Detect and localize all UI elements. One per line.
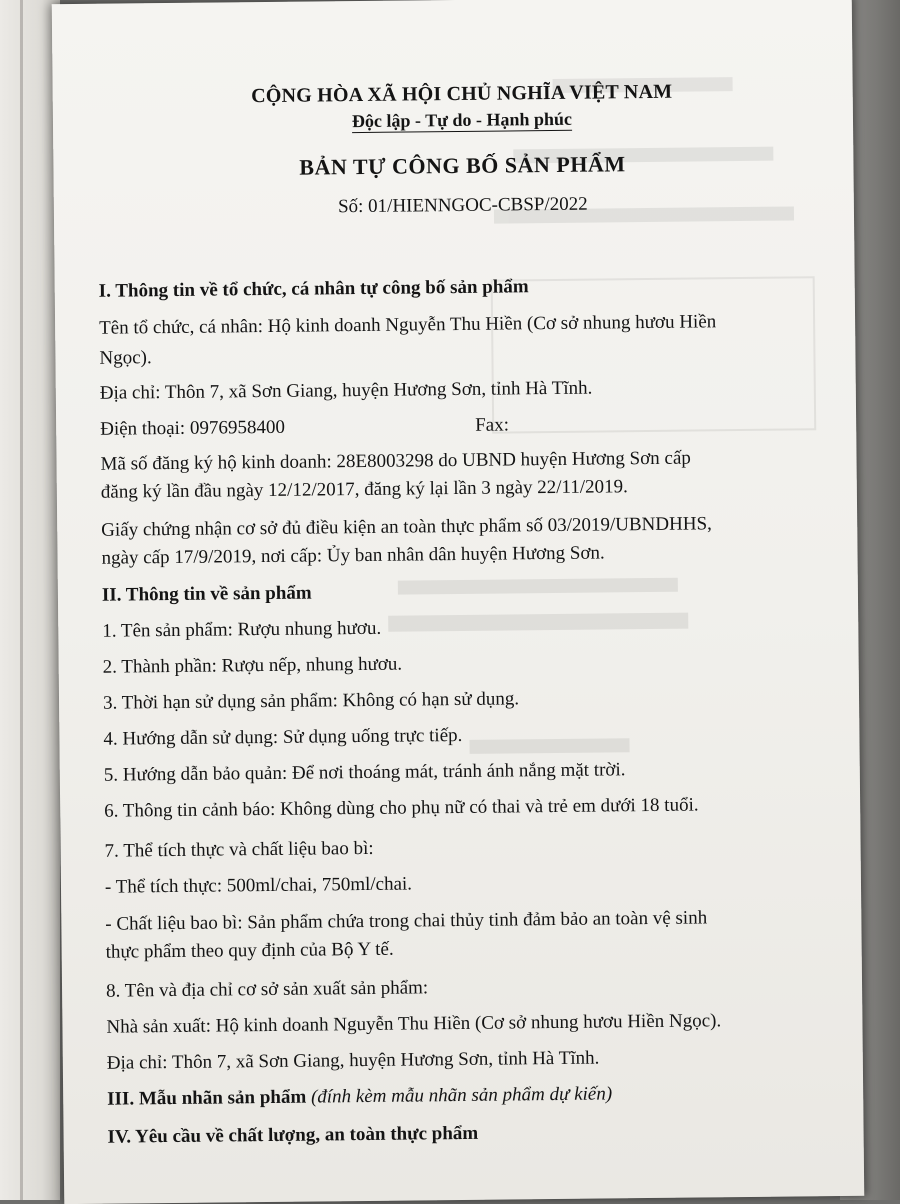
registration-line-2: đăng ký lần đầu ngày 12/12/2017, đăng ký lại lần 3 ngày 22/11/2019.	[100, 476, 628, 503]
phone: Điện thoại: 0976958400	[100, 416, 285, 440]
packaging-line-1: - Chất liệu bao bì: Sản phẩm chứa trong chai thủy tinh đảm bảo an toàn vệ sinh	[105, 907, 708, 935]
section-3	[107, 1078, 837, 1114]
binding-edge	[20, 0, 23, 1200]
registration-line-1: Mã số đăng ký hộ kinh doanh: 28E8003298 do UBND huyện Hương Sơn cấp	[100, 447, 691, 475]
certificate-line-2: ngày cấp 17/9/2019, nơi cấp: Ủy ban nhân dân huyện Hương Sơn.	[101, 542, 605, 569]
net-volume: - Thể tích thực: 500ml/chai, 750ml/chai.	[104, 873, 413, 898]
section-1-heading: I. Thông tin về tổ chức, cá nhân tự công bố sản phẩm	[98, 276, 529, 302]
manufacturer-heading: 8. Tên và địa chỉ cơ sở sản xuất sản phẩm:	[105, 977, 429, 1002]
org-name-line-1: Tên tổ chức, cá nhân: Hộ kinh doanh Nguyễn Thu Hiền (Cơ sở nhung hươu Hiền	[99, 311, 717, 339]
storage-instructions: 5. Hướng dẫn bảo quản: Để nơi thoáng mát, tránh ánh nắng mặt trời.	[103, 759, 626, 786]
phone-line	[100, 408, 830, 444]
org-name-line-2: Ngọc).	[99, 347, 152, 369]
document-body	[96, 0, 826, 1148]
section-4-heading: IV. Yêu cầu về chất lượng, an toàn thực phẩm	[107, 1122, 479, 1148]
product-shelf-life: 3. Thời hạn sử dụng sản phẩm: Không có hạn sử dụng.	[102, 688, 520, 714]
product-name: 1. Tên sản phẩm: Rượu nhung hươu.	[102, 617, 382, 642]
org-address: Địa chỉ: Thôn 7, xã Sơn Giang, huyện Hương Sơn, tỉnh Hà Tĩnh.	[99, 377, 593, 404]
volume-packaging-heading: 7. Thể tích thực và chất liệu bao bì:	[104, 837, 374, 862]
section-3-note: (đính kèm mẫu nhãn sản phẩm dự kiến)	[310, 1083, 613, 1108]
manufacturer-name: Nhà sản xuất: Hộ kinh doanh Nguyễn Thu Hiền (Cơ sở nhung hươu Hiền Ngọc).	[106, 1010, 722, 1038]
document-page	[52, 0, 865, 1204]
left-page-edge	[0, 0, 60, 1200]
section-2-heading: II. Thông tin về sản phẩm	[101, 582, 312, 606]
warning-info: 6. Thông tin cảnh báo: Không dùng cho phụ nữ có thai và trẻ em dưới 18 tuổi.	[104, 794, 699, 822]
certificate-line-1: Giấy chứng nhận cơ sở đủ điều kiện an toàn thực phẩm số 03/2019/UBNDHHS,	[101, 513, 712, 541]
product-ingredients: 2. Thành phần: Rượu nếp, nhung hươu.	[102, 653, 403, 678]
packaging-line-2: thực phẩm theo quy định của Bộ Y tế.	[105, 938, 394, 963]
document-title: BẢN TỰ CÔNG BỐ SẢN PHẨM	[299, 151, 626, 180]
national-motto: Độc lập - Tự do - Hạnh phúc	[351, 108, 573, 132]
national-title: CỘNG HÒA XÃ HỘI CHỦ NGHĨA VIỆT NAM	[251, 80, 673, 108]
fax: Fax:	[475, 414, 510, 436]
document-number: Số: 01/HIENNGOC-CBSP/2022	[337, 193, 588, 218]
manufacturer-address: Địa chỉ: Thôn 7, xã Sơn Giang, huyện Hương Sơn, tỉnh Hà Tĩnh.	[106, 1047, 600, 1074]
usage-instructions: 4. Hướng dẫn sử dụng: Sử dụng uống trực tiếp.	[103, 724, 463, 750]
section-3-heading: III. Mẫu nhãn sản phẩm	[107, 1086, 307, 1110]
